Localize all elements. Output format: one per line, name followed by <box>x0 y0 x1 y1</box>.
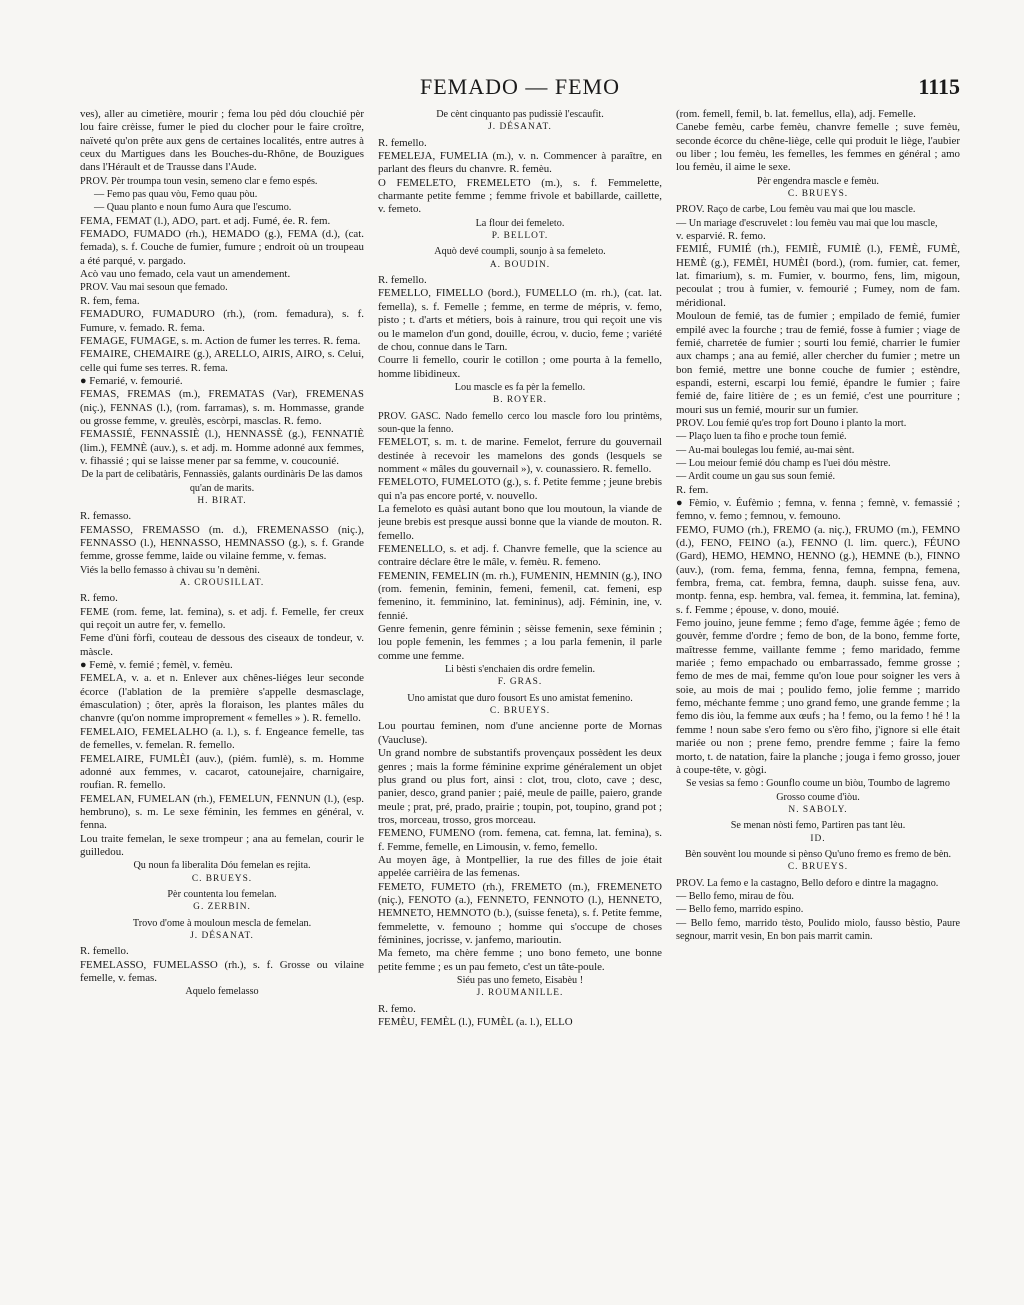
entry-text: Acò vau uno femado, cela vaut un amendement. <box>80 268 291 281</box>
entry-text: Ma femeto, ma chère femme ; uno bono femeto, une bonne petite femme ; es un pau femeto, c'est un tâte-poule. <box>378 947 662 973</box>
entry-text: Lou pourtau feminen, nom d'une ancienne porte de Mornas (Vaucluse). <box>378 720 662 746</box>
entry-text: — Un mariage d'escruvelet : lou femèu vau mai que lou mascle, <box>676 217 938 229</box>
citation-text: Uno amistat que duro fousort Es uno amistat femenino. <box>407 692 633 704</box>
entry-text: R. femello. <box>80 945 129 958</box>
dictionary-entry: ● Femè, v. femié ; femèl, v. femèu. <box>80 659 233 672</box>
running-head: FEMADO — FEMO <box>419 74 621 99</box>
citation-text: Pèr engendra mascle e femèu. <box>757 175 879 187</box>
citation-text: De cènt cinquanto pas pudissiè l'escaufit. <box>436 109 604 120</box>
entry-text: Genre femenin, genre féminin ; sèisse femenin, sexe féminin ; lou pople femenin, les femmes ; a lou parla femenin, il parle comme une femme. <box>378 623 662 662</box>
citation-author: A. BOUDIN. <box>489 259 551 270</box>
page-header <box>80 74 960 102</box>
entry-text: Lou traite femelan, le sexe trompeur ; ana au femelan, courir le guilledou. <box>80 832 364 858</box>
text-columns <box>80 108 960 1288</box>
entry-text: PROV. Pèr troumpa toun vesin, semeno clar e femo espés. <box>80 175 318 187</box>
entry-text: — Lou meiour femié dóu champ es l'uei dóu mèstre. <box>676 457 891 469</box>
dictionary-entry: FEMELAIO, FEMELALHO (a. l.), s. f. Engeance femelle, tas de femelles, v. femelan. R. femello. <box>80 725 364 752</box>
citation-author: P. BELLOT. <box>491 231 549 242</box>
entry-text: Au moyen âge, à Montpellier, la rue des filles de joie était appelée carrièira de las femenas. <box>378 853 662 880</box>
dictionary-entry: FEMADURO, FUMADURO (rh.), (rom. femadura), s. f. Fumure, v. femado. R. fema. <box>80 308 364 334</box>
citation-author: C. BRUEYS. <box>787 862 849 873</box>
entry-text: R. femo. <box>80 592 118 605</box>
entry-text: La femeloto es quàsi autant bono que lou moutoun, la viande de jeune brebis est presque aussi bonne que la viande de mouton. R. femello. <box>378 502 662 542</box>
dictionary-entry: ● Femarié, v. femourié. <box>80 374 183 387</box>
dictionary-entry: FEMA, FEMAT (l.), ADO, part. et adj. Fumé, ée. R. fem. <box>80 214 331 227</box>
entry-text: — Bello femo, mirau de fòu. <box>676 890 794 902</box>
citation-author: C. BRUEYS. <box>787 189 849 200</box>
entry-text: R. fem, fema. <box>80 294 140 307</box>
dictionary-entry: FEMENO, FUMENO (rom. femena, cat. femna, lat. femina), s. f. Femme, femelle, en Limousin, v. femo, femello. <box>378 827 662 853</box>
dictionary-entry: FEME (rom. feme, lat. femina), s. et adj. f. Femelle, fer creux qui reçoit un autre fer, v. femello. <box>80 605 364 632</box>
dictionary-entry: FEMELOT, s. m. t. de marine. Femelot, ferrure du gouvernail destinée à recevoir les mamelons des gonds (lesquels se nomment « mâles du gouvernail »), v. counassiero. R. femello. <box>378 436 662 475</box>
entry-text: — Ardit coume un gau sus soun femié. <box>676 471 836 483</box>
dictionary-entry: FEMENIN, FEMELIN (m. rh.), FUMENIN, HEMNIN (g.), INO (rom. femenin, feminin, femeni, femenil, cat. femeni, esp femenino, it. femminino, lat. femininus), adj. Féminin, ine, v. fennié. <box>378 569 662 622</box>
entry-text: — Plaço luen ta fiho e proche toun femié. <box>676 431 847 443</box>
entry-text: Feme d'ùni fòrfi, couteau de dessous des ciseaux de tondeur, v. màscle. <box>80 632 364 658</box>
dictionary-entry: O FEMELETO, FREMELETO (m.), s. f. Femmelette, charmante petite femme ; femme frivole et babillarde, caillette, v. femeto. <box>378 176 662 216</box>
dictionary-entry: FEMETO, FUMETO (rh.), FREMETO (m.), FREMENETO (niç.), FENOTO (a.), FENNETO, FENNOTO (l.), HENNETO, HEMNETO, HEMNOTO (b.), (suisse feneta), s. f. Petite femme, femmelette, v. femouno ; homme qui s'occupe de choses féminines, jocrisse, v. janfemo, marioutin. <box>378 880 662 946</box>
entry-text: ves), aller au cimetière, mourir ; fema lou pèd dóu clouchié pèr lou faire crèisse, fumer le pied du clocher pour le faire croître, naïveté qu'on prête aux gens de certaines localités, entre autres à ceux du Martigues dans les Bouches-du-Rhône, de Bouzigues dans l'Hérault et de Trausse dans l'Aude. <box>80 108 364 174</box>
citation-text: — Quau planto e noun fumo Aura que l'escumo. <box>94 202 292 214</box>
citation-text: Aquelo femelasso <box>185 986 259 998</box>
dictionary-entry: FEMO, FUMO (rh.), FREMO (a. niç.), FRUMO (m.), FEMNO (d.), FENO, FEINO (a.), FENNO (l. lim. querc.), FÉUNO (Gard), HEMO, HEMNO, HENNO (g.), HEMNE (b.), FINNO (auv.), (rom. fema, femma, fenna, femna, fempna, femena, fembra, frema, cat. fembra, femna, dauph. suisse fena, auv. montp. fenna, esp. hembra, val. femea, it. femmina, lat. femina), s. f. Femme ; épouse, v. dono, mouié. <box>676 523 960 616</box>
citation-author: G. ZERBIN. <box>193 902 251 913</box>
entry-text: — Au-mai boulegas lou femié, au-mai sènt. <box>676 444 855 456</box>
entry-text: R. femo. <box>378 1002 416 1015</box>
entry-text: R. femello. <box>378 274 427 287</box>
citation-author: N. SABOLY. <box>788 804 848 815</box>
citation-text: Li bèsti s'enchaien dis ordre femelin. <box>444 664 596 676</box>
page-number: 1115 <box>918 74 960 99</box>
column-left <box>80 108 364 1288</box>
column-middle <box>378 108 662 1288</box>
citation-author: J. ROUMANILLE. <box>476 988 564 999</box>
entry-text: PROV. La femo e la castagno, Bello deforo e dintre la magagno. <box>676 877 939 889</box>
entry-text: — Bello femo, marrido espino. <box>676 904 804 916</box>
entry-text: Femo jouino, jeune femme ; femo d'age, femme âgée ; femo de gouvèr, femme d'ordre ; femo de bon, de la bono, femme forte, maîtresse femme, vaillante femme ; femo maridado, femme mariée ; femo empachado ou embarrassado, femme grosse ; femo de mes de mai, femme qu'on loue pour soigner les vers à soie, au mois de mai ; poulido femo, jolie femme ; marrido femo, méchante femme ; uno grand femo, une grande femme ; la femo dis iòu, la femme aux œufs ; ha ! femo, ou la femo ! hé ! la femme ! noun sabe s'ero femo ou s'èro fiho, j'ignore si elle était mariée ou non ; prene femo, prendre femme ; faire la femo morto, t. de natation, faire la planche ; jouga i femo grosso, jouer à coupe-tête, v. gògi. <box>676 617 960 776</box>
dictionary-entry: FEMAIRE, CHEMAIRE (g.), ARELLO, AIRIS, AIRO, s. Celui, celle qui fume ses terres. R. fema. <box>80 348 364 374</box>
citation-text: Siéu pas uno femeto, Eisabèu ! <box>456 975 584 986</box>
entry-text: PROV. Raço de carbe, Lou femèu vau mai que lou mascle. <box>676 204 916 216</box>
citation-author: J. DÉSANAT. <box>488 122 552 133</box>
entry-text: R. femello. <box>378 136 427 149</box>
dictionary-entry: FEMELAN, FUMELAN (rh.), FEMELUN, FENNUN (l.), (esp. hembruno), s. m. Le sexe féminin, les femmes en général, v. fenna. <box>80 792 364 832</box>
dictionary-entry: FEMELA, v. a. et n. Enlever aux chênes-liéges leur seconde écorce (l'ablation de la première s'appelle desmasclage, émasculation) ; ôter, après la floraison, les plantes mâles du chanvre (qu'on nomme improprement « femelles » ). R. femello. <box>80 672 364 725</box>
entry-text: Canebe femèu, carbe femèu, chanvre femelle ; suve femèu, seconde écorce du chêne-liège, celle qui produit le liège, l'aubier ou liber ; lou femèu, les femelles, les femmes en général ; amo lou femèu, il aime le sexe. <box>676 121 960 174</box>
dictionary-entry: FEMELASSO, FUMELASSO (rh.), s. f. Grosse ou vilaine femelle, v. femas. <box>80 958 364 984</box>
dictionary-entry: FEMENELLO, s. et adj. f. Chanvre femelle, que la science au contraire déclare être le mâle, v. femèu. R. femeno. <box>378 543 662 569</box>
citation-author: C. BRUEYS. <box>489 706 551 717</box>
citation-author: B. ROYER. <box>492 395 548 406</box>
citation-author: F. GRAS. <box>497 677 543 688</box>
dictionary-entry: FEMASSIÉ, FENNASSIÈ (l.), HENNASSÈ (g.), FENNATIÈ (lim.), FEMNÈ (auv.), s. et adj. m. Homme adonné aux femmes, v. fihassié ; qui se laisse mener par sa femme, v. coucounié. <box>80 428 364 467</box>
citation-text: Pèr countenta lou femelan. <box>167 888 277 900</box>
entry-text: — Bello femo, marrido tèsto, Poulido miolo, fausso bèstio, Paure segnour, marrit vesin, En bon pais marrit camin. <box>676 917 960 942</box>
dictionary-entry: FEMELOTO, FUMELOTO (g.), s. f. Petite femme ; jeune brebis qui n'a pas encore porté, v. nouvello. <box>378 476 662 502</box>
citation-text: Trovo d'ome à mouloun mescla de femelan. <box>132 917 312 929</box>
citation-author: C. BRUEYS. <box>191 873 253 884</box>
entry-text: R. femasso. <box>80 510 132 523</box>
citation-text: Qu noun fa liberalita Dóu femelan es rejita. <box>133 860 311 872</box>
entry-text: Mouloun de femié, tas de fumier ; empilado de femié, fumier empilé avec la fourche ; trau de femié, fosse à fumier ; viage de femié, charretée de fumier ; sourti lou femié, charrier le fumier aux champs ; ana au femié, aller chercher du fumier ; metre un bon femié, mettre une bonne couche de fumier ; estèndre, espandi, esterni, escarpi lou femié, épandre le fumier ; faire femié de, faire litière de ; es un femié, c'est une pourriture ; mouri sus un femié, mourir sur un fumier. <box>676 310 960 416</box>
dictionary-entry: FEMAGE, FUMAGE, s. m. Action de fumer les terres. R. fema. <box>80 334 361 347</box>
entry-text: Un grand nombre de substantifs provençaux possèdent les deux genres ; mais la forme féminine exprime généralement un objet plus grand ou plus fort, ainsi : clot, trou, cloto, cave ; desc, panier, desco, grand panier ; paié, meule de paille, paiero, grande meule ; prat, pré, prado, prairie ; toupin, pot, toupino, grand pot ; tros, morceau, trosso, gros morceau. <box>378 747 662 826</box>
dictionary-entry: ● Fèmio, v. Éufèmio ; femna, v. fenna ; femnè, v. femassié ; femno, v. femo ; femnou, v. femouno. <box>676 496 960 523</box>
entry-text: PROV. Lou femié qu'es trop fort Douno i planto la mort. <box>676 417 907 429</box>
dictionary-entry: FEMELEJA, FUMELIA (m.), v. n. Commencer à paraître, en parlant des fleurs du chanvre. R. femèu. <box>378 150 662 176</box>
citation-author: H. BIRAT. <box>197 495 247 506</box>
dictionary-entry: FEMADO, FUMADO (rh.), HEMADO (g.), FEMA (d.), (cat. femada), s. f. Couche de fumier, fumure ; endroit où un troupeau a été parqué, v. pargado. <box>80 228 364 267</box>
citation-text: Bèn souvènt lou mounde si pènso Qu'uno fremo es fremo de bèn. <box>684 848 952 860</box>
entry-text: PROV. GASC. Nado femello cerco lou mascle foro lou printèms, soun-que la fenno. <box>378 410 662 435</box>
entry-text: v. esparvié. R. femo. <box>676 230 766 243</box>
citation-author: ID. <box>810 833 826 844</box>
dictionary-entry: FEMÈU, FEMÈL (l.), FUMÈL (a. l.), ELLO <box>378 1016 573 1029</box>
entry-text: Courre li femello, courir le cotillon ; ome pourta à la femello, homme libidineux. <box>378 354 662 380</box>
entry-text: Viés la bello femasso à chivau su 'n demèni. <box>80 564 260 576</box>
citation-author: A. CROUSILLAT. <box>179 578 265 589</box>
citation-text: Se vesias sa femo : Gounflo coume un bìòu, Toumbo de lagremo Grosso coume d'ìòu. <box>686 778 950 803</box>
citation-text: La flour dei femeleto. <box>475 217 565 229</box>
citation-author: J. DÉSANAT. <box>190 930 254 941</box>
dictionary-entry: FEMASSO, FREMASSO (m. d.), FREMENASSO (niç.), FENNASSO (l.), HENNASSO, HEMNASSO (g.), s. f. Grande femme, grosse femme, laide ou vilaine femme, v. femas. <box>80 523 364 563</box>
citation-text: Lou mascle es fa pèr la femello. <box>454 381 586 393</box>
entry-text: R. fem. <box>676 483 709 496</box>
dictionary-entry: FEMIÉ, FUMIÉ (rh.), FEMIÈ, FUMIÈ (l.), FEMÈ, FUMÈ, HEMÈ (g.), FEMÈI, HUMÈI (bord.), (rom. fumier, cat. femer, lat. fimarium), s. m. Fumier, v. bourmo, fens, lim, migoun, pecoulat ; trou à fumier, v. femourié ; Fumey, nom de fam. méridional. <box>676 243 960 309</box>
dictionary-entry: FEMAS, FREMAS (m.), FREMATAS (Var), FREMENAS (niç.), FENNAS (l.), (rom. farramas), s. m. Hommasse, grande ou grosse femme, v. greulès, escòrpi, masclas. R. femo. <box>80 388 364 427</box>
entry-text: PROV. Vau mai sesoun que femado. <box>80 282 228 294</box>
column-right <box>676 108 960 1288</box>
dictionary-entry: FEMELAIRE, FUMLÈI (auv.), (piém. fumlè), s. m. Homme adonné aux femmes, v. cacarot, catounejaire, charnigaire, roufian. R. femello. <box>80 752 364 792</box>
citation-text: De la part de celibatàris, Fennassiès, galants ourdinàris De las damos qu'an de marits. <box>81 469 363 494</box>
dictionary-entry: FEMELLO, FIMELLO (bord.), FUMELLO (m. rh.), (cat. lat. femella), s. f. Femelle ; femme, en terme de mépris, v. femo, pisto ; t. d'arts et métiers, bois à rainure, trou qui reçoit une vis ou le mamelon d'un gond, douille, écrou, v. ducio, feme ; variété de chou, connue dans le Tarn. <box>378 287 662 353</box>
citation-text: Se menan nòsti femo, Partiren pas tant lèu. <box>730 820 906 832</box>
entry-text: (rom. femell, femil, b. lat. femellus, ella), adj. Femelle. <box>676 108 916 120</box>
citation-text: Aquò devé coumpli, sounjo à sa femeleto. <box>434 246 606 258</box>
citation-text: — Femo pas quau vòu, Femo quau pòu. <box>94 189 258 201</box>
